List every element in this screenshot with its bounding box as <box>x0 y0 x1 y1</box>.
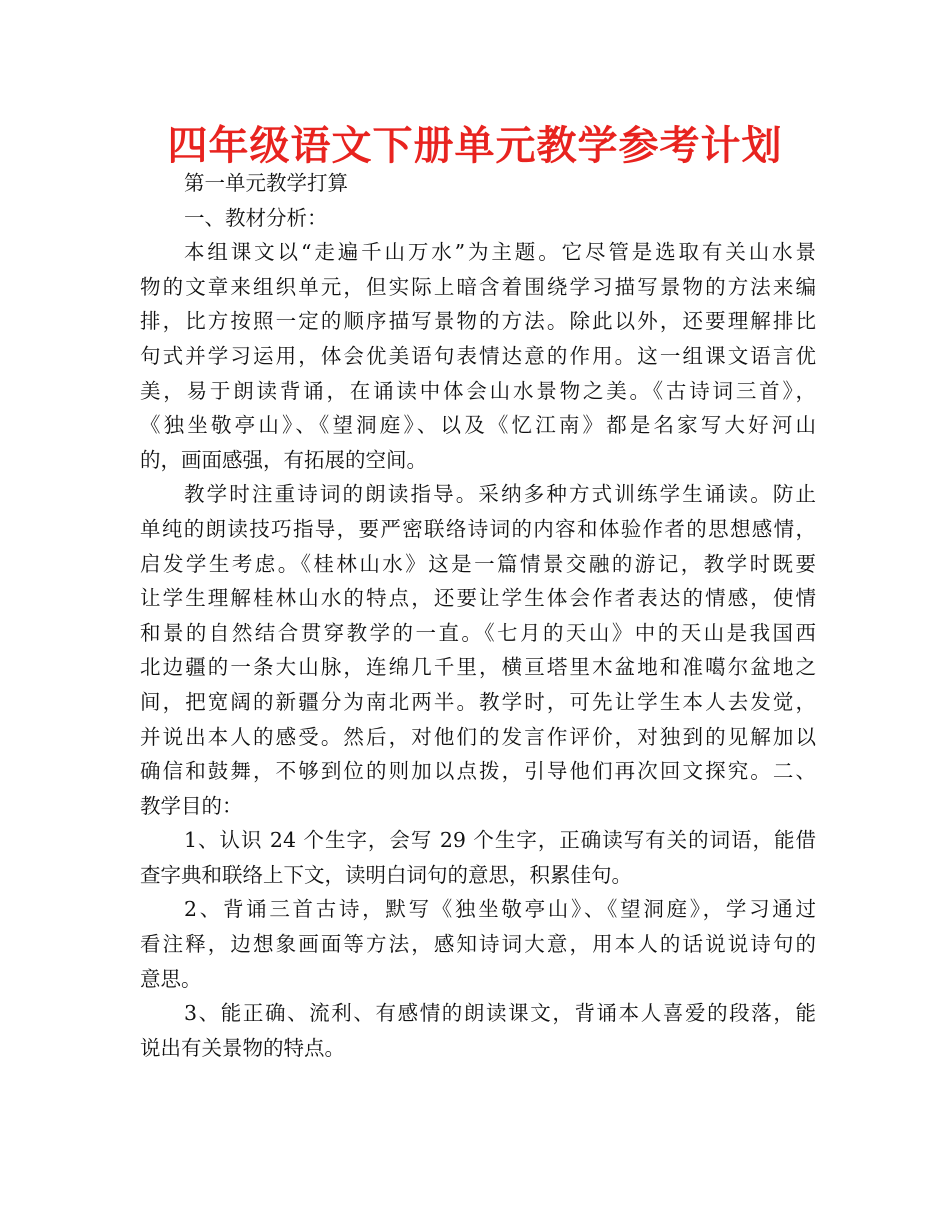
document-body <box>140 166 816 1065</box>
text-line: 本组课文以“走遍千山万水”为主题。它尽管是选取有关山水景 <box>184 240 816 265</box>
text-line: 说出有关景物的特点。 <box>140 1035 345 1060</box>
text-line: 3、能正确、流利、有感情的朗读课文，背诵本人喜爱的段落，能 <box>184 1001 816 1026</box>
text-line: 第一单元教学打算 <box>184 171 348 195</box>
text-line: 和景的自然结合贯穿教学的一直。《七月的天山》中的天山是我国西 <box>140 620 816 645</box>
text-line: 让学生理解桂林山水的特点，还要让学生体会作者表达的情感，使情 <box>140 586 816 611</box>
text-line: 教学时注重诗词的朗读指导。采纳多种方式训练学生诵读。防止 <box>184 482 816 507</box>
text-line: 意思。 <box>140 966 202 991</box>
text-line: 看注释，边想象画面等方法，感知诗词大意，用本人的话说说诗句的 <box>140 932 816 957</box>
text-line: 的，画面感强，有拓展的空间。 <box>140 447 427 472</box>
text-line: 句式并学习运用，体会优美语句表情达意的作用。这一组课文语言优 <box>140 343 816 368</box>
text-line: 间，把宽阔的新疆分为南北两半。教学时，可先让学生本人去发觉， <box>140 689 816 714</box>
text-line: 确信和鼓舞，不够到位的则加以点拨，引导他们再次回文探究。二、 <box>140 759 816 784</box>
text-line: 单纯的朗读技巧指导，要严密联络诗词的内容和体验作者的思想感情， <box>140 516 816 541</box>
text-line: 教学目的： <box>140 793 243 818</box>
text-line: 一、教材分析： <box>184 205 328 230</box>
text-line: 1、认识 24 个生字，会写 29 个生字，正确读写有关的词语，能借 <box>184 828 816 853</box>
text-line: 2、背诵三首古诗，默写《独坐敬亭山》、《望洞庭》，学习通过 <box>184 897 816 922</box>
text-line: 启发学生考虑。《桂林山水》这是一篇情景交融的游记，教学时既要 <box>140 551 816 576</box>
document-title: 四年级语文下册单元教学参考计划 <box>167 123 783 169</box>
text-line: 美，易于朗读背诵，在诵读中体会山水景物之美。《古诗词三首》， <box>140 378 816 403</box>
text-line: 物的文章来组织单元，但实际上暗含着围绕学习描写景物的方法来编 <box>140 274 816 299</box>
text-line: 北边疆的一条大山脉，连绵几千里，横亘塔里木盆地和准噶尔盆地之 <box>140 655 816 680</box>
text-line: 《独坐敬亭山》、《望洞庭》、以及《忆江南》都是名家写大好河山 <box>140 413 816 438</box>
text-line: 并说出本人的感受。然后，对他们的发言作评价，对独到的见解加以 <box>140 724 816 749</box>
text-line: 排，比方按照一定的顺序描写景物的方法。除此以外，还要理解排比 <box>140 309 816 334</box>
text-line: 查字典和联络上下文，读明白词句的意思，积累佳句。 <box>140 862 632 887</box>
